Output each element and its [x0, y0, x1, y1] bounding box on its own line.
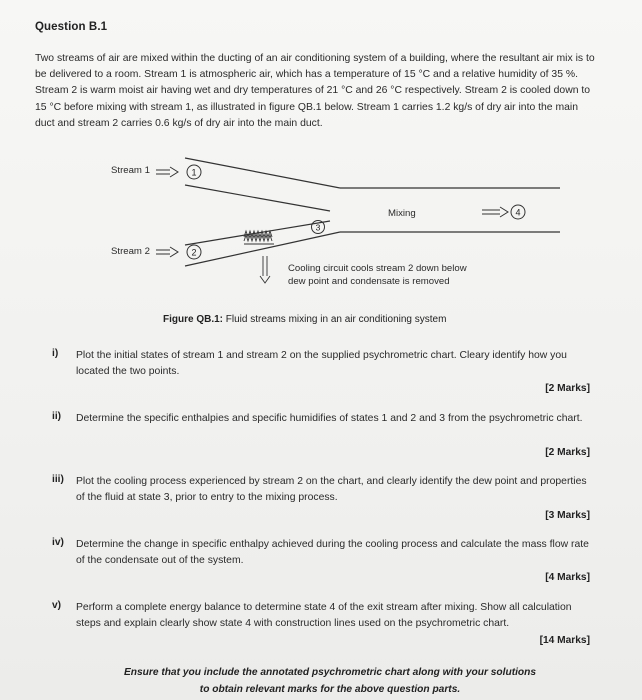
cooling-note-line2: dew point and condensate is removed: [288, 276, 450, 287]
note-line2: to obtain relevant marks for the above question parts.: [199, 684, 461, 695]
stream2-arrow: [156, 247, 178, 257]
part-number: i): [52, 348, 59, 359]
stream1-arrow: [156, 167, 178, 177]
state-4-number: 4: [515, 207, 521, 218]
part-number: ii): [52, 411, 62, 422]
stream2-label: Stream 2: [111, 246, 150, 257]
figure-qb1: [0, 150, 642, 300]
caption-label: Figure QB.1:: [163, 314, 224, 325]
note-line1: Ensure that you include the annotated psychrometric chart along with your solutions: [123, 667, 537, 678]
mixing-label: Mixing: [388, 208, 416, 219]
stream1-label: Stream 1: [111, 165, 150, 176]
condensate-arrow-icon: [260, 256, 270, 283]
cooling-coil-icon: [244, 231, 274, 244]
state-1-number: 1: [191, 167, 197, 178]
part-text: Determine the specific enthalpies and specific humidifies of states 1 and 2 and 3 from the psychrometric chart.: [76, 413, 583, 424]
part-text: Plot the cooling process experienced by stream 2 on the chart, and clearly identify the dew point and properties of the fluid at state 3, prior to entry to the mixing process.: [76, 476, 587, 504]
question-intro: [35, 51, 595, 132]
part-marks: [3 Marks]: [545, 510, 590, 521]
part-marks: [2 Marks]: [545, 447, 590, 458]
state-3-number: 3: [315, 222, 321, 233]
stream1-duct-upper-wall: [185, 158, 340, 188]
part-marks: [2 Marks]: [545, 383, 590, 394]
stream1-duct-lower-wall: [185, 185, 330, 211]
part-marks: [14 Marks]: [539, 635, 590, 646]
submission-note: [60, 664, 600, 698]
part-number: iv): [52, 537, 64, 548]
part-number: iii): [52, 474, 64, 485]
figure-caption: [163, 314, 446, 325]
intro-paragraph: Two streams of air are mixed within the ducting of an air conditioning system of a building, where the resultant air mix is to be delivered to a room. Stream 1 is atmospheric air, which has a temperature of 15 °C and a relative humidity of 35 %. Stream 2 is warm moist air having wet and dry temperatures of 21 °C and 26 °C respectively. Stream 2 is cooled down to 15 °C before mixing with stream 1, as illustrated in figure QB.1 below. Stream 1 carries 1.2 kg/s of dry air into the main duct and stream 2 carries 0.6 kg/s of dry air into the main duct.: [35, 53, 595, 129]
question-title: Question B.1: [35, 21, 108, 33]
part-text: Determine the change in specific enthalpy achieved during the cooling process and calculate the mass flow rate of the condensate out of the system.: [76, 539, 589, 567]
caption-text: Fluid streams mixing in an air conditioning system: [223, 314, 447, 325]
part-marks: [4 Marks]: [545, 572, 590, 583]
state-2-number: 2: [191, 247, 197, 258]
part-number: v): [52, 600, 62, 611]
outlet-arrow: [482, 207, 508, 217]
cooling-note-line1: Cooling circuit cools stream 2 down below: [288, 263, 467, 274]
part-text: Plot the initial states of stream 1 and stream 2 on the supplied psychrometric chart. Cleary identify how you located the two points.: [76, 350, 567, 378]
part-text: Perform a complete energy balance to determine state 4 of the exit stream after mixing. Show all calculation steps and explain clearly show state 4 with construction lines used on the psychrometric chart.: [76, 602, 572, 630]
